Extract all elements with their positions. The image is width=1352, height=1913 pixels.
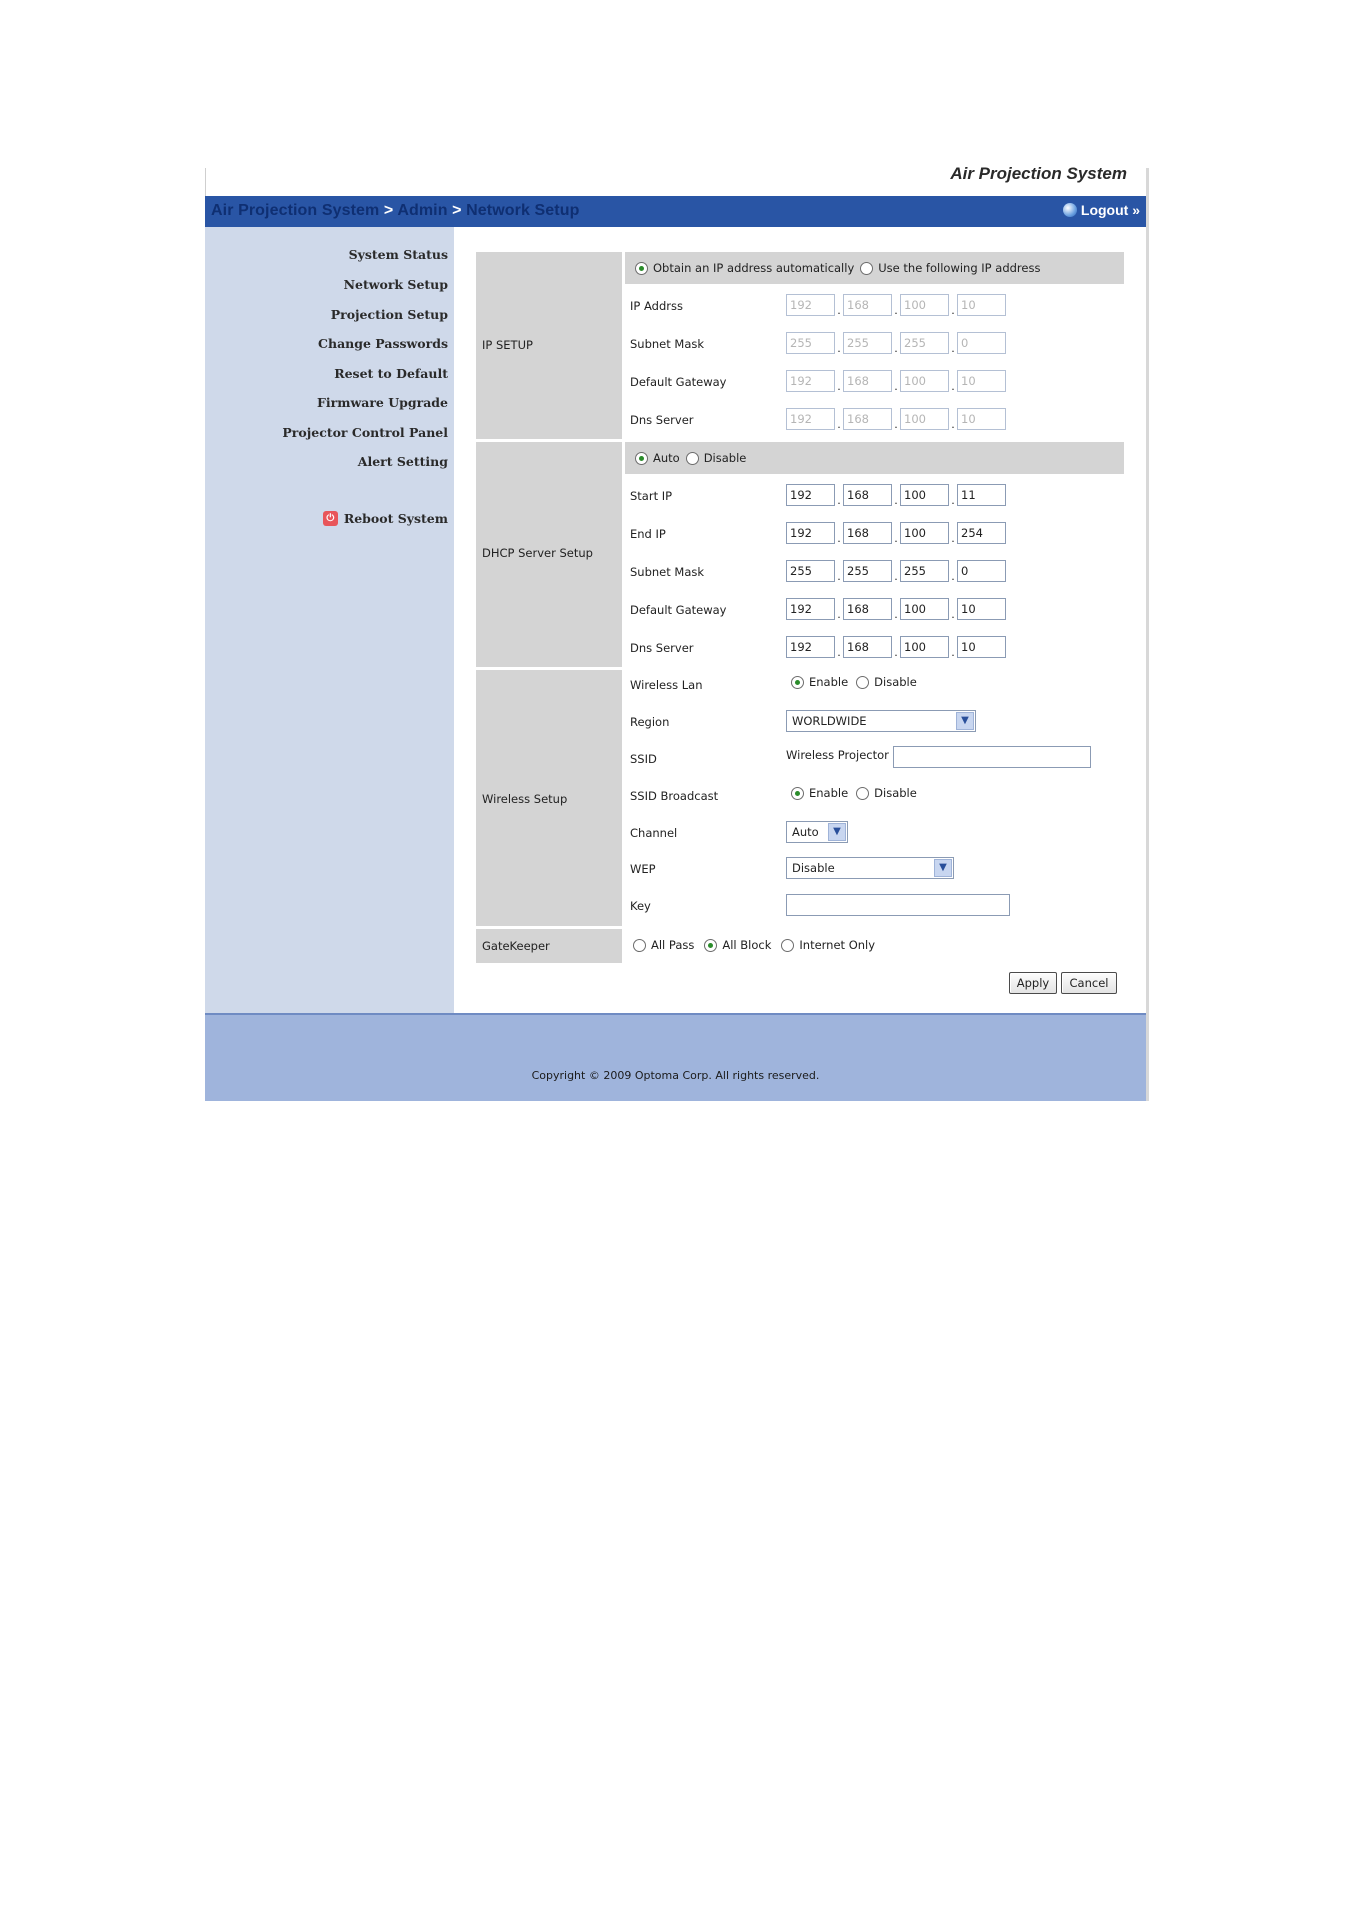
end-ip-octet-3[interactable]: 100 — [900, 522, 949, 544]
subnet-octet-1[interactable]: 255 — [786, 332, 835, 354]
dhcp-dns-label: Dns Server — [630, 641, 694, 655]
start-ip-octet-2[interactable]: 168 — [843, 484, 892, 506]
sidebar-item-system-status[interactable]: System Status — [348, 247, 448, 262]
channel-label: Channel — [630, 826, 678, 840]
internet-only-label: Internet Only — [799, 938, 876, 952]
dhcp-gateway-octet-1[interactable]: 192 — [786, 598, 835, 620]
all-block-label: All Block — [722, 938, 772, 952]
ssid-broadcast-options — [791, 786, 917, 800]
gateway-octet-3[interactable]: 100 — [900, 370, 949, 392]
apply-button[interactable]: Apply — [1009, 972, 1057, 994]
dhcp-gateway-octet-4[interactable]: 10 — [957, 598, 1006, 620]
radio-selected-icon — [635, 262, 648, 275]
start-ip-label: Start IP — [630, 489, 673, 503]
dhcp-auto-radio[interactable] — [635, 451, 680, 465]
wep-value: Disable — [792, 861, 835, 875]
sidebar-item-firmware-upgrade[interactable]: Firmware Upgrade — [317, 395, 448, 410]
start-ip-octet-4[interactable]: 11 — [957, 484, 1006, 506]
ssid-row — [786, 748, 889, 762]
radio-icon — [856, 676, 869, 689]
dns-octet-2[interactable]: 168 — [843, 408, 892, 430]
breadcrumb-current: Network Setup — [466, 202, 580, 219]
sidebar-item-projection-setup[interactable]: Projection Setup — [330, 307, 448, 322]
gateway-octet-2[interactable]: 168 — [843, 370, 892, 392]
radio-icon — [860, 262, 873, 275]
wep-select[interactable] — [786, 857, 954, 879]
ip-address-label: IP Addrss — [630, 299, 683, 313]
breadcrumb-separator: > — [452, 202, 462, 219]
ip-auto-radio[interactable] — [635, 261, 854, 275]
gatekeeper-title: GateKeeper — [482, 939, 550, 953]
all-pass-label: All Pass — [651, 938, 695, 952]
wireless-lan-options — [791, 675, 917, 689]
sidebar-item-projector-control-panel[interactable]: Projector Control Panel — [282, 425, 448, 440]
key-label: Key — [630, 899, 651, 913]
sidebar — [205, 227, 454, 1013]
wireless-lan-disable-radio[interactable] — [856, 675, 917, 689]
ssid-broadcast-label: SSID Broadcast — [630, 789, 719, 803]
default-gateway-label: Default Gateway — [630, 375, 727, 389]
dns-octet-3[interactable]: 100 — [900, 408, 949, 430]
gatekeeper-internet-only-radio[interactable] — [781, 938, 875, 952]
default-gateway-field: 192 . 168 . 100 . 10 — [786, 370, 1006, 392]
end-ip-octet-2[interactable]: 168 — [843, 522, 892, 544]
ip-manual-radio[interactable] — [860, 261, 1040, 275]
dns-server-field: 192 . 168 . 100 . 10 — [786, 408, 1006, 430]
main-content — [454, 227, 1146, 1013]
dhcp-subnet-field: 255 . 255 . 255 . 0 — [786, 560, 1006, 582]
wireless-lan-enable-radio[interactable] — [791, 675, 848, 689]
enable-label: Enable — [809, 786, 849, 800]
subnet-octet-3[interactable]: 255 — [900, 332, 949, 354]
gatekeeper-all-pass-radio[interactable] — [633, 938, 694, 952]
wep-label: WEP — [630, 862, 656, 876]
dhcp-subnet-octet-4[interactable]: 0 — [957, 560, 1006, 582]
dhcp-gateway-octet-3[interactable]: 100 — [900, 598, 949, 620]
header-bar — [205, 196, 1146, 227]
dhcp-dns-octet-2[interactable]: 168 — [843, 636, 892, 658]
footer — [205, 1013, 1146, 1101]
brand-title: Air Projection System — [950, 164, 1127, 183]
cancel-button[interactable]: Cancel — [1061, 972, 1117, 994]
radio-icon — [856, 787, 869, 800]
subnet-mask-field: 255 . 255 . 255 . 0 — [786, 332, 1006, 354]
disable-label: Disable — [874, 675, 917, 689]
dhcp-title: DHCP Server Setup — [482, 546, 593, 560]
window-border-right — [1146, 168, 1149, 1101]
ip-mode-bar — [625, 252, 1124, 284]
gatekeeper-all-block-radio[interactable] — [704, 938, 771, 952]
ssid-value: Wireless Projector — [786, 748, 889, 762]
region-select[interactable] — [786, 710, 976, 732]
chevron-down-icon: ▼ — [828, 823, 846, 841]
radio-selected-icon — [635, 452, 648, 465]
radio-icon — [633, 939, 646, 952]
end-ip-field: 192 . 168 . 100 . 254 — [786, 522, 1006, 544]
ip-address-octet-2[interactable]: 168 — [843, 294, 892, 316]
ssid-broadcast-disable-radio[interactable] — [856, 786, 917, 800]
dhcp-subnet-label: Subnet Mask — [630, 565, 705, 579]
sidebar-item-alert-setting[interactable]: Alert Setting — [357, 454, 448, 469]
start-ip-octet-3[interactable]: 100 — [900, 484, 949, 506]
dns-server-label: Dns Server — [630, 413, 694, 427]
dhcp-mode-bar — [625, 442, 1124, 474]
region-label: Region — [630, 715, 670, 729]
gatekeeper-section — [476, 929, 622, 963]
dhcp-subnet-octet-2[interactable]: 255 — [843, 560, 892, 582]
dhcp-dns-octet-4[interactable]: 10 — [957, 636, 1006, 658]
ip-manual-label: Use the following IP address — [878, 261, 1041, 275]
power-icon: ⏻ — [323, 511, 338, 526]
key-input[interactable] — [786, 894, 1010, 916]
dhcp-gateway-label: Default Gateway — [630, 603, 727, 617]
reboot-label: Reboot System — [343, 511, 448, 526]
ssid-input[interactable] — [893, 746, 1091, 768]
ip-address-octet-1[interactable]: 192 — [786, 294, 835, 316]
chevron-down-icon: ▼ — [934, 859, 952, 877]
disable-label: Disable — [874, 786, 917, 800]
ssid-broadcast-enable-radio[interactable] — [791, 786, 848, 800]
dhcp-dns-octet-3[interactable]: 100 — [900, 636, 949, 658]
sidebar-item-network-setup[interactable]: Network Setup — [343, 277, 448, 292]
ip-setup-section — [476, 252, 622, 439]
app-window — [205, 160, 1149, 1101]
radio-icon — [781, 939, 794, 952]
subnet-mask-label: Subnet Mask — [630, 337, 705, 351]
subnet-octet-2[interactable]: 255 — [843, 332, 892, 354]
subnet-octet-4[interactable]: 0 — [957, 332, 1006, 354]
end-ip-octet-1[interactable]: 192 — [786, 522, 835, 544]
start-ip-field: 192 . 168 . 100 . 11 — [786, 484, 1006, 506]
breadcrumb — [211, 202, 579, 220]
sidebar-item-reset-to-default[interactable]: Reset to Default — [334, 366, 448, 381]
start-ip-octet-1[interactable]: 192 — [786, 484, 835, 506]
ip-address-octet-4[interactable]: 10 — [957, 294, 1006, 316]
logout-icon — [1063, 203, 1077, 217]
dhcp-subnet-octet-1[interactable]: 255 — [786, 560, 835, 582]
dhcp-subnet-octet-3[interactable]: 255 — [900, 560, 949, 582]
channel-value: Auto — [792, 825, 819, 839]
gatekeeper-options — [633, 938, 875, 952]
gateway-octet-4[interactable]: 10 — [957, 370, 1006, 392]
wireless-lan-label: Wireless Lan — [630, 678, 703, 692]
dhcp-gateway-octet-2[interactable]: 168 — [843, 598, 892, 620]
ip-address-octet-3[interactable]: 100 — [900, 294, 949, 316]
dhcp-disable-label: Disable — [703, 451, 747, 465]
ip-auto-label: Obtain an IP address automatically — [653, 261, 855, 275]
channel-select[interactable] — [786, 821, 848, 843]
dhcp-dns-octet-1[interactable]: 192 — [786, 636, 835, 658]
dhcp-disable-radio[interactable] — [686, 451, 747, 465]
ip-address-field: 192 . 168 . 100 . 10 — [786, 294, 1006, 316]
radio-icon — [686, 452, 699, 465]
breadcrumb-home[interactable]: Air Projection System — [211, 202, 380, 219]
dhcp-dns-field: 192 . 168 . 100 . 10 — [786, 636, 1006, 658]
ssid-label: SSID — [630, 752, 657, 766]
dhcp-auto-label: Auto — [653, 451, 680, 465]
region-value: WORLDWIDE — [792, 714, 867, 728]
dns-octet-1[interactable]: 192 — [786, 408, 835, 430]
enable-label: Enable — [809, 675, 849, 689]
copyright-text: Copyright © 2009 Optoma Corp. All rights reserved. — [531, 1069, 820, 1082]
reboot-system-link[interactable] — [323, 511, 448, 526]
end-ip-octet-4[interactable]: 254 — [957, 522, 1006, 544]
dhcp-gateway-field: 192 . 168 . 100 . 10 — [786, 598, 1006, 620]
logout-link[interactable] — [1063, 202, 1140, 218]
gateway-octet-1[interactable]: 192 — [786, 370, 835, 392]
end-ip-label: End IP — [630, 527, 666, 541]
breadcrumb-separator: > — [383, 202, 394, 219]
wireless-title: Wireless Setup — [482, 792, 568, 806]
breadcrumb-admin[interactable]: Admin — [397, 202, 448, 219]
radio-selected-icon — [791, 787, 804, 800]
sidebar-item-change-passwords[interactable]: Change Passwords — [318, 336, 448, 351]
dhcp-section — [476, 442, 622, 667]
ip-setup-title: IP SETUP — [482, 338, 533, 352]
chevron-down-icon: ▼ — [956, 712, 974, 730]
radio-selected-icon — [704, 939, 717, 952]
dns-octet-4[interactable]: 10 — [957, 408, 1006, 430]
wireless-section — [476, 670, 622, 926]
logout-label: Logout » — [1080, 202, 1140, 218]
radio-selected-icon — [791, 676, 804, 689]
